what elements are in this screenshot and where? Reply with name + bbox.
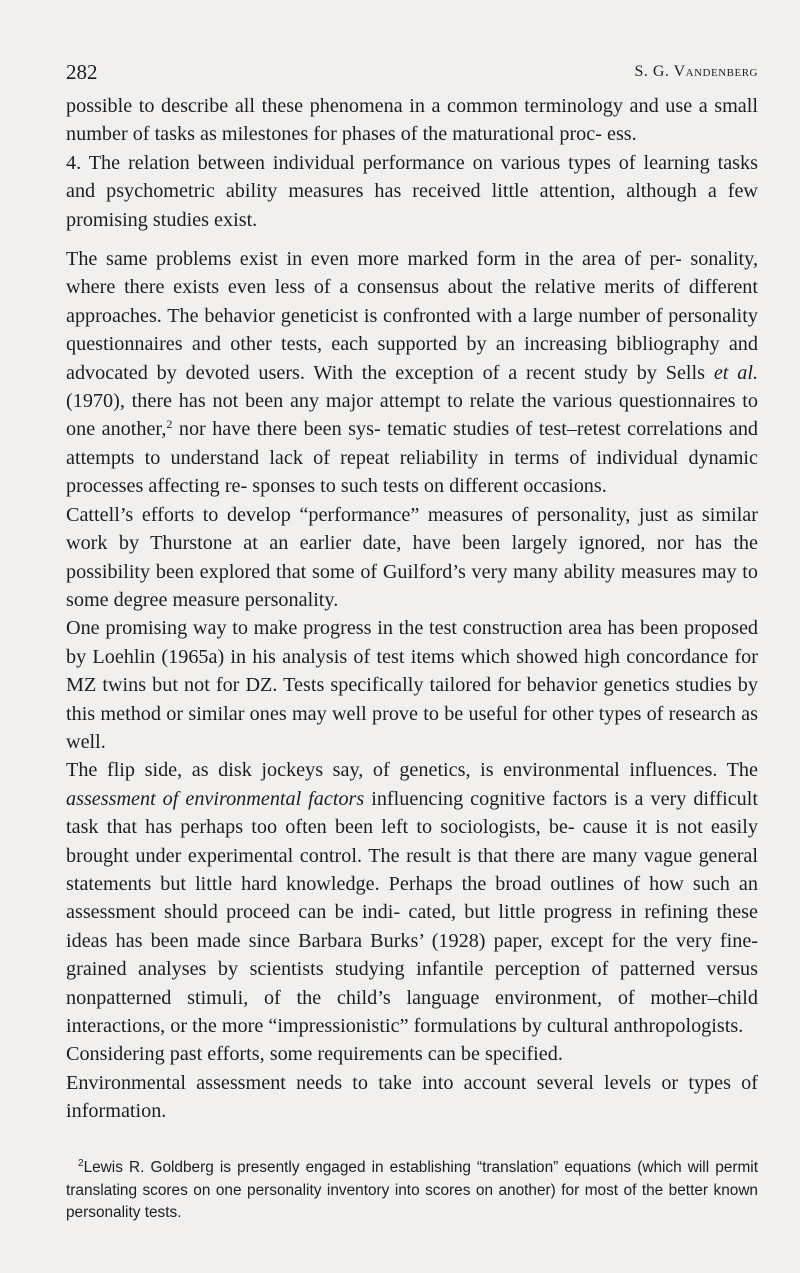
- paragraph-assessment: Environmental assessment needs to take into account several levels or types of information.: [66, 1071, 758, 1123]
- citation-etal: et al.: [713, 361, 758, 384]
- paragraph-continuation: possible to describe all these phenomena in a common terminology and use a small number of tasks as milestones for phases of the maturational proc- ess.: [66, 95, 758, 146]
- paragraph-item-4: 4. The relation between individual performance on various types of learning tasks and psychometric ability measures has received little attention, although a few promising studies exist.: [66, 151, 758, 231]
- paragraph-personality: [66, 245, 758, 501]
- page-number: 282: [66, 60, 98, 84]
- page-header: [66, 60, 758, 90]
- paragraph-text: The same problems exist in even more marked form in the area of per- sonality, where there exists even less of a consensus about the relative merits of different approaches. The behavior geneticist is confronted with a large number of personality questionnaires and other tests, each supported by an increasing bibliography and advocated by devoted users. With the exception of a recent study by Sells: [66, 248, 758, 384]
- paragraph-loehlin: One promising way to make progress in the test construction area has been proposed by Loehlin (1965a) in his analysis of test items which showed high concordance for MZ twins but not for DZ. Tests specifically tailored for behavior genetics studies by this method or similar ones may well prove to be useful for other types of research as well.: [66, 617, 758, 753]
- body-text: [66, 92, 758, 1126]
- paragraph-text: The flip side, as disk jockeys say, of genetics, is environmental influences. The: [66, 759, 758, 782]
- running-head: S. G. Vandenberg: [634, 63, 758, 80]
- footnote-marker: 2: [78, 1158, 84, 1169]
- paragraph-cattell: Cattell’s efforts to develop “performance” measures of personality, just as similar work by Thurstone at an earlier date, have been largely ignored, nor has the possibility been explored that some of Guilford’s very many ability measures may to some degree measure personality.: [66, 503, 758, 611]
- paragraph-environment: [66, 756, 758, 1040]
- footnote: [66, 1157, 758, 1225]
- paragraph-text: (1970), there has not been any major attempt to relate the various questionnaires to one another,: [66, 390, 758, 441]
- emphasis-term: assessment of environmental factors: [66, 787, 365, 810]
- footnote-text: Lewis R. Goldberg is presently engaged in establishing “translation” equations (which will permit translating scores on one personality inventory into scores on another) for most of the better known personality tests.: [66, 1159, 758, 1222]
- paragraph-text: nor have there been sys- tematic studies of test–retest correlations and attempts to understand lack of repeat reliability in terms of individual dynamic processes affecting re- sponses to such tests on different occasions.: [66, 418, 759, 498]
- footnote-ref: 2: [166, 417, 173, 432]
- paragraph-text: influencing cognitive factors is a very difficult task that has perhaps too often been left to sociologists, be- cause it is not easily brought under experimental control. The result is that there are many vague general statements but little hard knowledge. Perhaps the broad outlines of how such an assessment should proceed can be indi- cated, but little progress in refining these ideas has been made since Barbara Burks’ (1928) paper, except for the very fine-grained analyses by scientists studying infantile perception of patterned versus nonpatterned stimuli, of the child’s language environment, of mother–child interactions, or the more “impressionistic” formulations by cultural anthropologists.: [66, 787, 758, 1037]
- paragraph-requirements: Considering past efforts, some requirements can be specified.: [66, 1043, 563, 1066]
